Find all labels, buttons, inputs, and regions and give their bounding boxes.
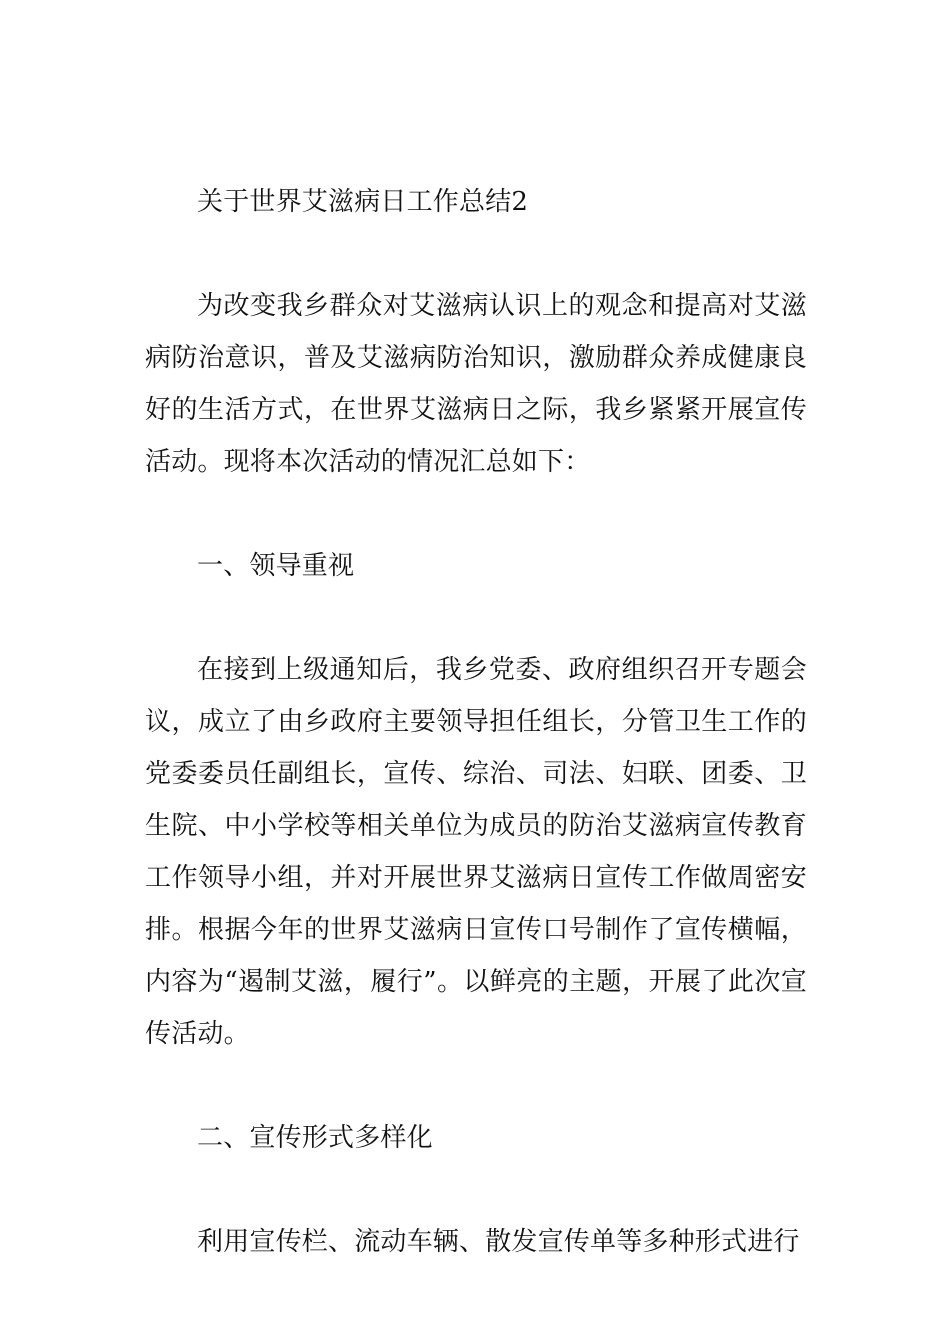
document-body [145, 176, 807, 1268]
section-heading-publicity: 二、宣传形式多样化 [197, 1123, 433, 1153]
leadership-paragraph: 在接到上级通知后，我乡党委、政府组织召开专题会议，成立了由乡政府主要领导担任组长，分管卫生工作的党委委员任副组长，宣传、综治、司法、妇联、团委、卫生院、中小学校等相关单位为成员的防治艾滋病宣传教育工作领导小组，并对开展世界艾滋病日宣传工作做周密安排。根据今年的世界艾滋病日宣传口号制作了宣传横幅，内容为“遏制艾滋，履行”。以鲜亮的主题，开展了此次宣传活动。 [145, 655, 807, 1049]
section-heading-leadership: 一、领导重视 [197, 551, 355, 581]
document-title: 关于世界艾滋病日工作总结2 [197, 187, 529, 217]
intro-paragraph: 为改变我乡群众对艾滋病认识上的观念和提高对艾滋病防治意识，普及艾滋病防治知识，激励群众养成健康良好的生活方式，在世界艾滋病日之际，我乡紧紧开展宣传活动。现将本次活动的情况汇总如下： [145, 291, 807, 477]
publicity-paragraph: 利用宣传栏、流动车辆、散发宣传单等多种形式进行 [197, 1227, 800, 1257]
